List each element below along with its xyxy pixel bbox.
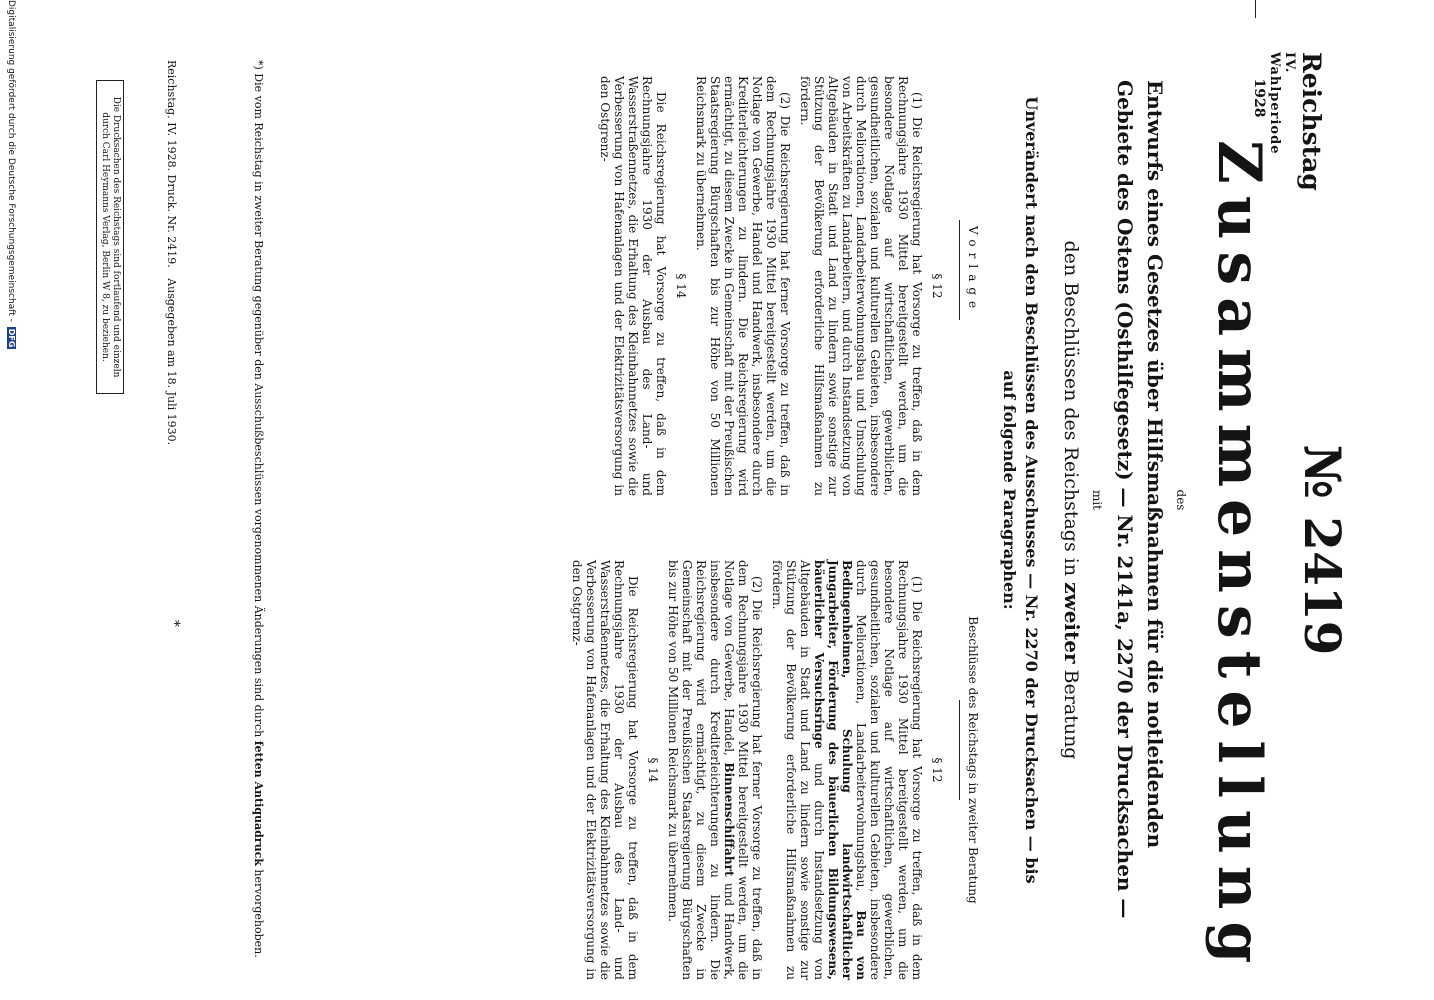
header-reichstag: Reichstag bbox=[1297, 52, 1326, 191]
header-rule bbox=[1255, 0, 1256, 18]
header-year: 1928 bbox=[1251, 78, 1267, 118]
right-p1-amendment: Bau von Bedingenheimen, Schulung landwirtschaftlicher Jungarbeiter, Förderung des bäuerlichen Bildungswesens, bäuerlicher Versuchsringe bbox=[812, 560, 868, 980]
header-period: IV. Wahlperiode bbox=[1267, 52, 1297, 155]
digitization-credit bbox=[6, 0, 16, 1000]
unchanged-note: Unverändert nach den Beschlüssen des Ausschusses — Nr. 2270 der Drucksachen — bis auf folgende Paragraphen: bbox=[1000, 96, 1041, 884]
publisher-header bbox=[1251, 52, 1326, 191]
column-rule-left bbox=[959, 220, 960, 320]
distribution-note: Die Drucksachen des Reichstags sind fortlaufend und einzeln durch Carl Heymanns Verlag, Berlin W 8, zu beziehen. bbox=[96, 80, 124, 394]
column-head-vorlage: Vorlage bbox=[966, 225, 980, 315]
beschluss-bold: zweiter bbox=[1060, 582, 1084, 664]
footer-issue-date: Ausgegeben am 18. Juli 1930. bbox=[165, 278, 178, 446]
beschluss-post: Beratung bbox=[1060, 669, 1082, 760]
document-number: № 2419 bbox=[1293, 444, 1352, 656]
left-column bbox=[592, 76, 948, 496]
beschluss-pre: den Beschlüssen des Reichstags in bbox=[1060, 240, 1082, 577]
footnote-text-a: *) Die vom Reichstag in zweiter Beratung gegenüber den Ausschußbeschlüssen vorgenommenen Änderungen sind durch bbox=[252, 60, 265, 738]
left-paragraph-3: Die Reichsregierung hat Vorsorge zu treffen, daß in dem Rechnungsjahre 1930 der Ausbau des Land- und Wasserstraßennetzes, die Erhaltung des Kleinbahnnetzes sowie die Verbesserung von Hafenanlagen und der Elektrizitätsversorgung in den Ostgrenz- bbox=[598, 76, 668, 496]
mit-line: mit bbox=[1090, 489, 1104, 511]
right-column bbox=[564, 560, 948, 980]
right-p1-text-c: und durch Instandsetzung von Altgebäuden in Stadt und Land zu lindern sowie sonstige zur Stützung der Bevölkerung erforderliche Hilfsmaßnahmen zu fördern. bbox=[770, 560, 826, 980]
document-title: Zusammenstellung bbox=[1204, 140, 1274, 976]
footer-print-number: Reichstag. IV. 1928. Druck. Nr. 2419. bbox=[165, 60, 178, 268]
law-subject: Entwurfs eines Gesetzes über Hilfsmaßnahmen für die notleidenden Gebiete des Ostens (Osthilfegesetz) — Nr. 2141a, 2270 der Drucksachen — bbox=[1113, 80, 1167, 919]
right-paragraph-3: Die Reichsregierung hat Vorsorge zu treffen, daß in dem Rechnungsjahre 1930 der Ausbau des Land- und Wasserstraßennetzes, die Erhaltung des Kleinbahnnetzes sowie die Verbesserung von Hafenanlagen und der Elektrizitätsversorgung in den Ostgrenz- bbox=[570, 560, 640, 980]
dfg-credit-text: Digitalisierung gefördert durch die Deutsche Forschungsgemeinschaft - bbox=[6, 0, 16, 322]
footnote-bold: fetten Antiquadruck bbox=[252, 740, 265, 866]
right-paragraph-1 bbox=[770, 560, 924, 980]
column-head-beschluesse: Beschlüsse des Reichstags in zweiter Beratung bbox=[966, 616, 980, 904]
footer-star: * bbox=[166, 620, 182, 627]
des-line: des bbox=[1174, 489, 1188, 511]
right-paragraph-2 bbox=[666, 560, 764, 980]
section-14-heading: § 14 bbox=[674, 273, 688, 299]
section-14-heading: § 14 bbox=[646, 757, 660, 783]
left-paragraph-2: (2) Die Reichsregierung hat ferner Vorsorge zu treffen, daß in dem Rechnungsjahre 1930 Mittel bereitgestellt werden, um die Notlage von Gewerbe, Handel und Handwerk, insbesondere durch Krediterleichterungen zu lindern. Die Reichsregierung wird ermächtigt, zu diesem Zwecke in Gemeinschaft mit der Preußischen Staatsregierung Bürgschaften bis zur Höhe von 50 Millionen Reichsmark zu übernehmen. bbox=[694, 76, 792, 496]
beschluss-line bbox=[1060, 100, 1084, 900]
section-12-heading: § 12 bbox=[930, 273, 944, 299]
column-rule-right bbox=[959, 700, 960, 800]
print-footer bbox=[165, 60, 182, 960]
footnote-text-c: hervorgehoben. bbox=[252, 869, 265, 958]
footnote bbox=[251, 60, 266, 960]
dfg-logo-icon: DFG bbox=[7, 328, 16, 348]
right-p1-text-a: (1) Die Reichsregierung hat Vorsorge zu treffen, daß in dem Rechnungsjahre 1930 Mittel bereitgestellt werden, um die besondere Notlage auf wirtschaftlichen, gewerblichen, gesundheitlichen, sozialen und kulturellen Gebieten, insbesondere durch Meliorationen, Landarbeiterwohnungsbau, bbox=[854, 560, 924, 980]
section-12-heading: § 12 bbox=[930, 757, 944, 783]
right-p2-text-a: (2) Die Reichsregierung hat ferner Vorsorge zu treffen, daß in dem Rechnungsjahre 1930 Mittel bereitgestellt werden, um die Notlage von Gewerbe, Handel, bbox=[722, 560, 764, 980]
left-paragraph-1: (1) Die Reichsregierung hat Vorsorge zu treffen, daß in dem Rechnungsjahre 1930 Mittel bereitgestellt werden, um die besondere Notlage auf wirtschaftlichen, gewerblichen, gesundheitlichen, sozialen und kulturellen Gebieten, insbesondere durch Meliorationen, Landarbeiterwohnungsbau und Umschulung von Arbeitskräften zu Landarbeitern, und durch Instandsetzung von Altgebäuden in Stadt und Land zu lindern sowie sonstige zur Stützung der Bevölkerung erforderliche Hilfsmaßnahmen zu fördern. bbox=[798, 76, 924, 496]
right-p2-text-c: und Handwerk, insbesondere durch Krediterleichterungen zu lindern. Die Reichsregierung wird ermächtigt, zu diesem Zwecke in Gemeinschaft mit der Preußischen Staatsregierung Bürgschaften bis zur Höhe von 50 Millionen Reichsmark zu übernehmen. bbox=[666, 560, 736, 980]
right-p2-amendment: Binnenschiffahrt bbox=[722, 762, 736, 877]
